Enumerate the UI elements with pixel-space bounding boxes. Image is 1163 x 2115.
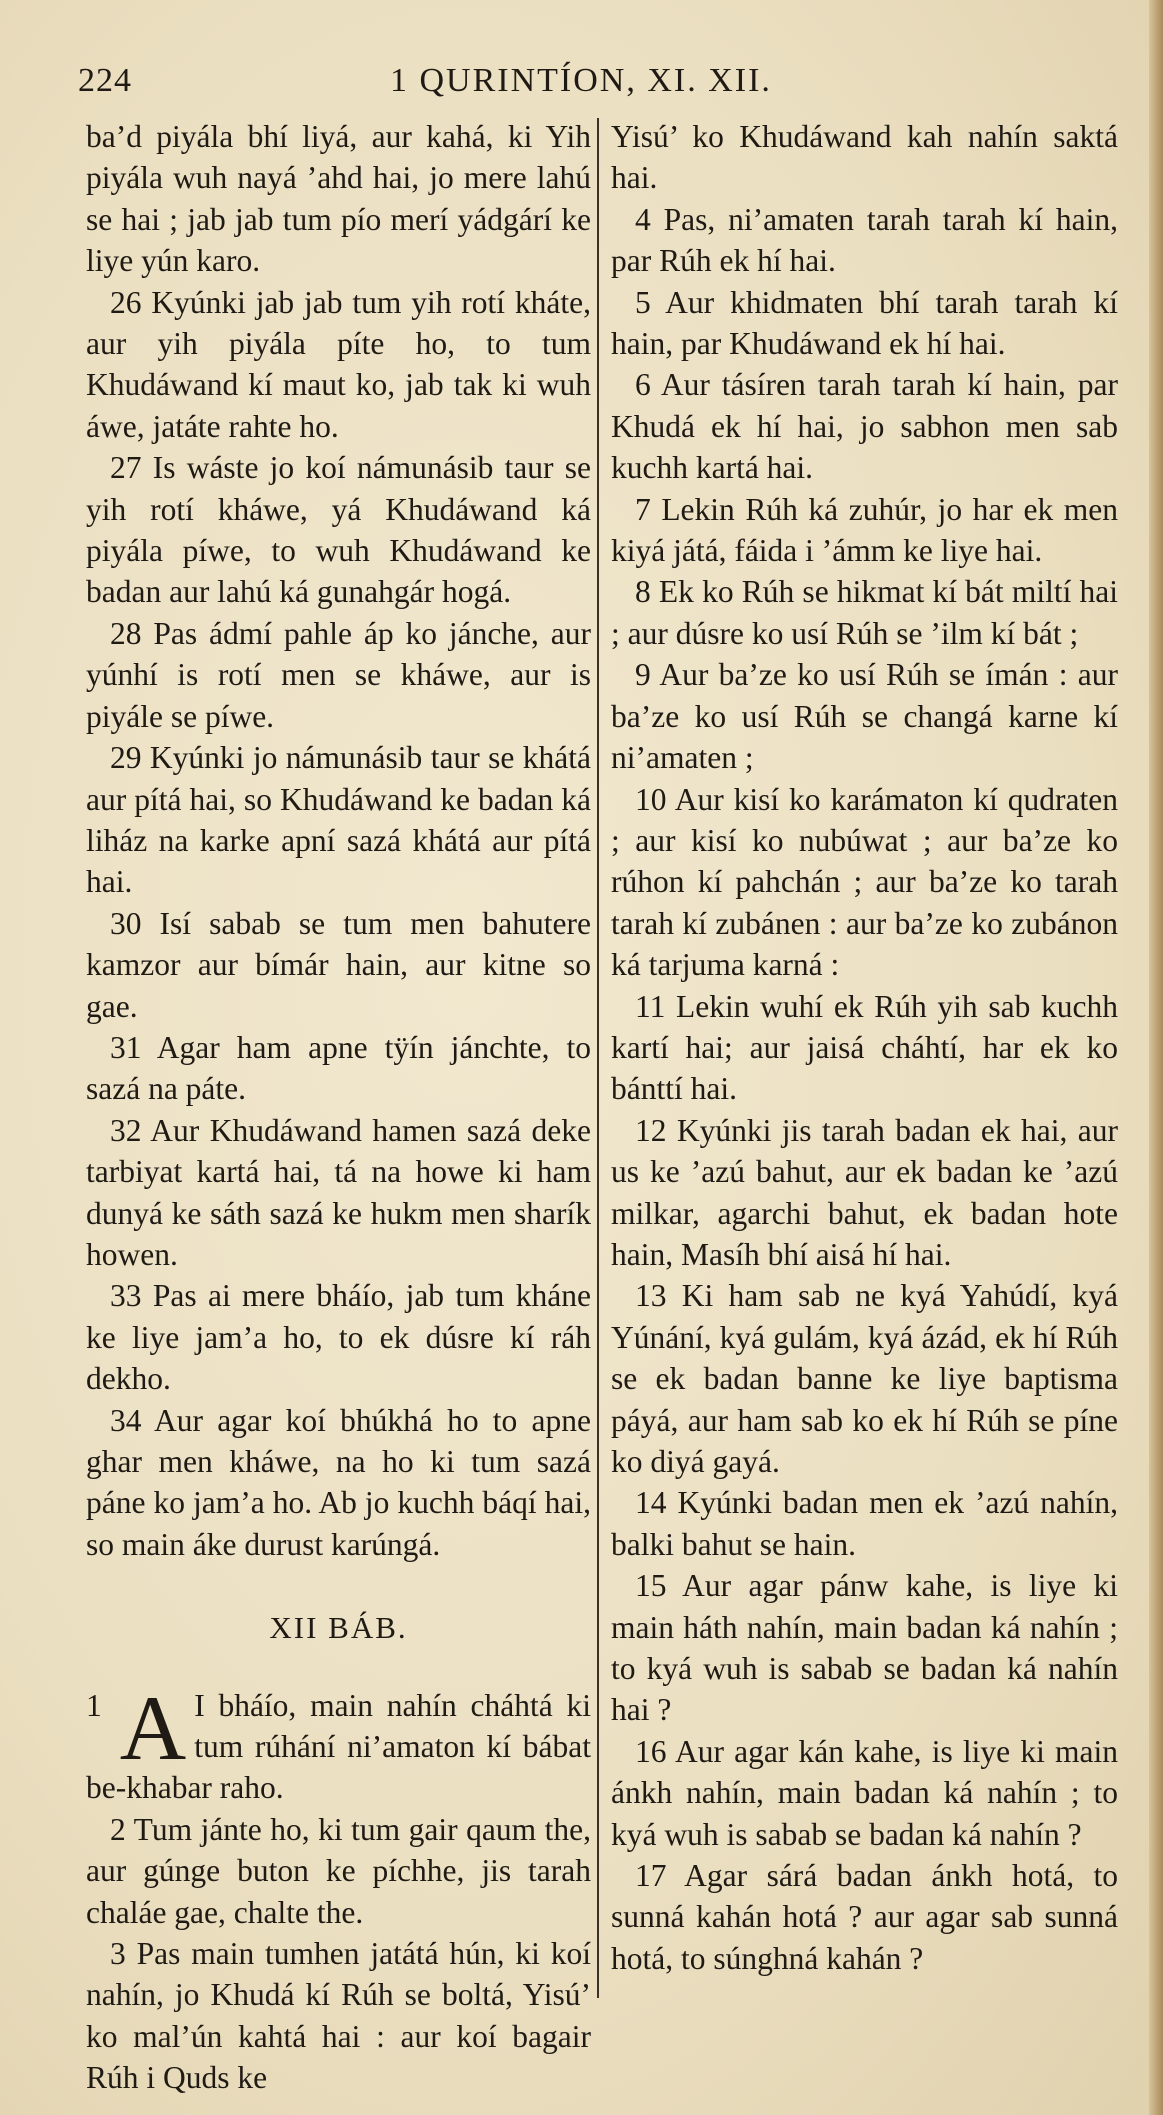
running-head: 1 QURINTÍON, XI. XII. (390, 62, 772, 99)
chapter-first-verse (86, 1676, 591, 1809)
verse-paragraph: ba’d piyála bhí liyá, aur kahá, ki Yih piyála wuh nayá ’ahd hai, jo mere lahú se hai ; jab jab tum pío merí yádgárí ke liye yún karo. (86, 119, 591, 279)
verse-paragraph: Yisú’ ko Khudáwand kah nahín saktá hai. (611, 119, 1118, 196)
left-column (86, 116, 591, 2099)
verse-paragraph: 3 Pas main tumhen jatátá hún, ki koí nahín, jo Khudá kí Rúh se boltá, Yisú’ ko mal’ún kahtá hai : aur koí bagair Rúh i Quds ke (86, 1936, 591, 2096)
page-number: 224 (78, 62, 132, 99)
chapter-title: XII BÁB. (269, 1610, 408, 1646)
verse-paragraph: 30 Isí sabab se tum men bahutere kamzor aur bímár hain, aur kitne so gae. (86, 905, 591, 1024)
verse-paragraph: 32 Aur Khudáwand hamen sazá deke tarbiyat kartá hai, tá na howe ki ham dunyá ke sáth sazá ke hukm men sharík howen. (86, 1112, 591, 1272)
verse-paragraph: 13 Ki ham sab ne kyá Yahúdí, kyá Yúnání, kyá gulám, kyá ázád, ek hí Rúh se ek badan banne ke liye baptisma páyá, aur ham sab ko ek hí Rúh se píne ko diyá gayá. (611, 1278, 1118, 1479)
verse-paragraph: 4 Pas, ni’amaten tarah tarah kí hain, par Rúh ek hí hai. (611, 201, 1118, 279)
verse-number: 1 (86, 1687, 102, 1723)
verse-paragraph: 17 Agar sárá badan ánkh hotá, to sunná kahán hotá ? aur agar sab sunná hotá, to súnghná kahán ? (611, 1858, 1118, 1976)
verse-paragraph: 16 Aur agar kán kahe, is liye ki main ánkh nahín, main badan ká nahín ; to kyá wuh is sabab se badan ká nahín ? (611, 1733, 1118, 1852)
verse-paragraph: 31 Agar ham apne tÿín jánchte, to sazá na páte. (86, 1029, 591, 1107)
verse-paragraph: 28 Pas ádmí pahle áp ko jánche, aur yúnhí is rotí men se kháwe, aur is piyále se píwe. (86, 615, 591, 734)
verse-paragraph: 7 Lekin Rúh ká zuhúr, jo har ek men kiyá játá, fáida i ’ámm ke liye hai. (611, 491, 1118, 569)
page-header (78, 62, 1138, 112)
verse-paragraph: 14 Kyúnki badan men ek ’azú nahín, balki bahut se hain. (611, 1485, 1118, 1562)
column-divider (597, 118, 599, 1998)
verse-paragraph: 10 Aur kisí ko karámaton kí qudraten ; aur kisí ko nubúwat ; aur ba’ze ko rúhon kí pahchán ; aur ba’ze ko tarah tarah kí zubánen : aur ba’ze ko zubánon ká tarjuma karná : (611, 781, 1118, 983)
verse-paragraph: 34 Aur agar koí bhúkhá ho to apne ghar men kháwe, na ho ki tum sazá páne ko jam’a ho. Ab jo kuchh báqí hai, so main áke durust karúngá. (86, 1402, 591, 1562)
verse-paragraph: 15 Aur agar pánw kahe, is liye ki main háth nahín, main badan ká nahín ; to kyá wuh is sabab se badan ká nahín hai ? (611, 1568, 1118, 1728)
drop-cap: A (119, 1676, 187, 1779)
verse-paragraph: 2 Tum jánte ho, ki tum gair qaum the, aur gúnge buton ke píchhe, jis tarah chaláe gae, chalte the. (86, 1811, 591, 1930)
verse-paragraph: 9 Aur ba’ze ko usí Rúh se ímán : aur ba’ze ko usí Rúh se changá karne kí ni’amaten ; (611, 657, 1118, 776)
page-edge (1149, 0, 1163, 2115)
verse-paragraph: 33 Pas ai mere bháío, jab tum kháne ke liye jam’a ho, to ek dúsre kí ráh dekho. (86, 1278, 591, 1397)
verse-paragraph: 26 Kyúnki jab jab tum yih rotí kháte, aur yih piyála píte ho, to tum Khudáwand kí maut ko, jab tak ki wuh áwe, jatáte rahte ho. (86, 284, 591, 444)
verse-paragraph: 11 Lekin wuhí ek Rúh yih sab kuchh kartí hai; aur jaisá cháhtí, har ek ko bánttí hai. (611, 988, 1118, 1107)
right-column (611, 116, 1118, 1979)
verse-paragraph: 6 Aur tásíren tarah tarah kí hain, par Khudá ek hí hai, jo sabhon men sab kuchh kartá hai. (611, 367, 1118, 486)
verse-paragraph: 12 Kyúnki jis tarah badan ek hai, aur us ke ’azú bahut, aur ek badan ke ’azú milkar, agarchi bahut, ek badan hote hain, Masíh bhí aisá hí hai. (611, 1112, 1118, 1272)
verse-paragraph: 27 Is wáste jo koí námunásib taur se yih rotí kháwe, yá Khudáwand ká piyála píwe, to wuh Khudáwand ke badan aur lahú ká gunahgár hogá. (86, 450, 591, 610)
verse-paragraph: 5 Aur khidmaten bhí tarah tarah kí hain, par Khudáwand ek hí hai. (611, 284, 1118, 362)
verse-text: I bháío, main nahín cháhtá ki tum rúhání ni’amaton kí bábat be-khabar raho. (86, 1687, 591, 1806)
verse-paragraph: 8 Ek ko Rúh se hikmat kí bát miltí hai ; aur dúsre ko usí Rúh se ’ilm kí bát ; (611, 574, 1118, 651)
verse-paragraph: 29 Kyúnki jo námunásib taur se khátá aur pítá hai, so Khudáwand ke badan ká liház na karke apní sazá khátá aur pítá hai. (86, 740, 591, 900)
